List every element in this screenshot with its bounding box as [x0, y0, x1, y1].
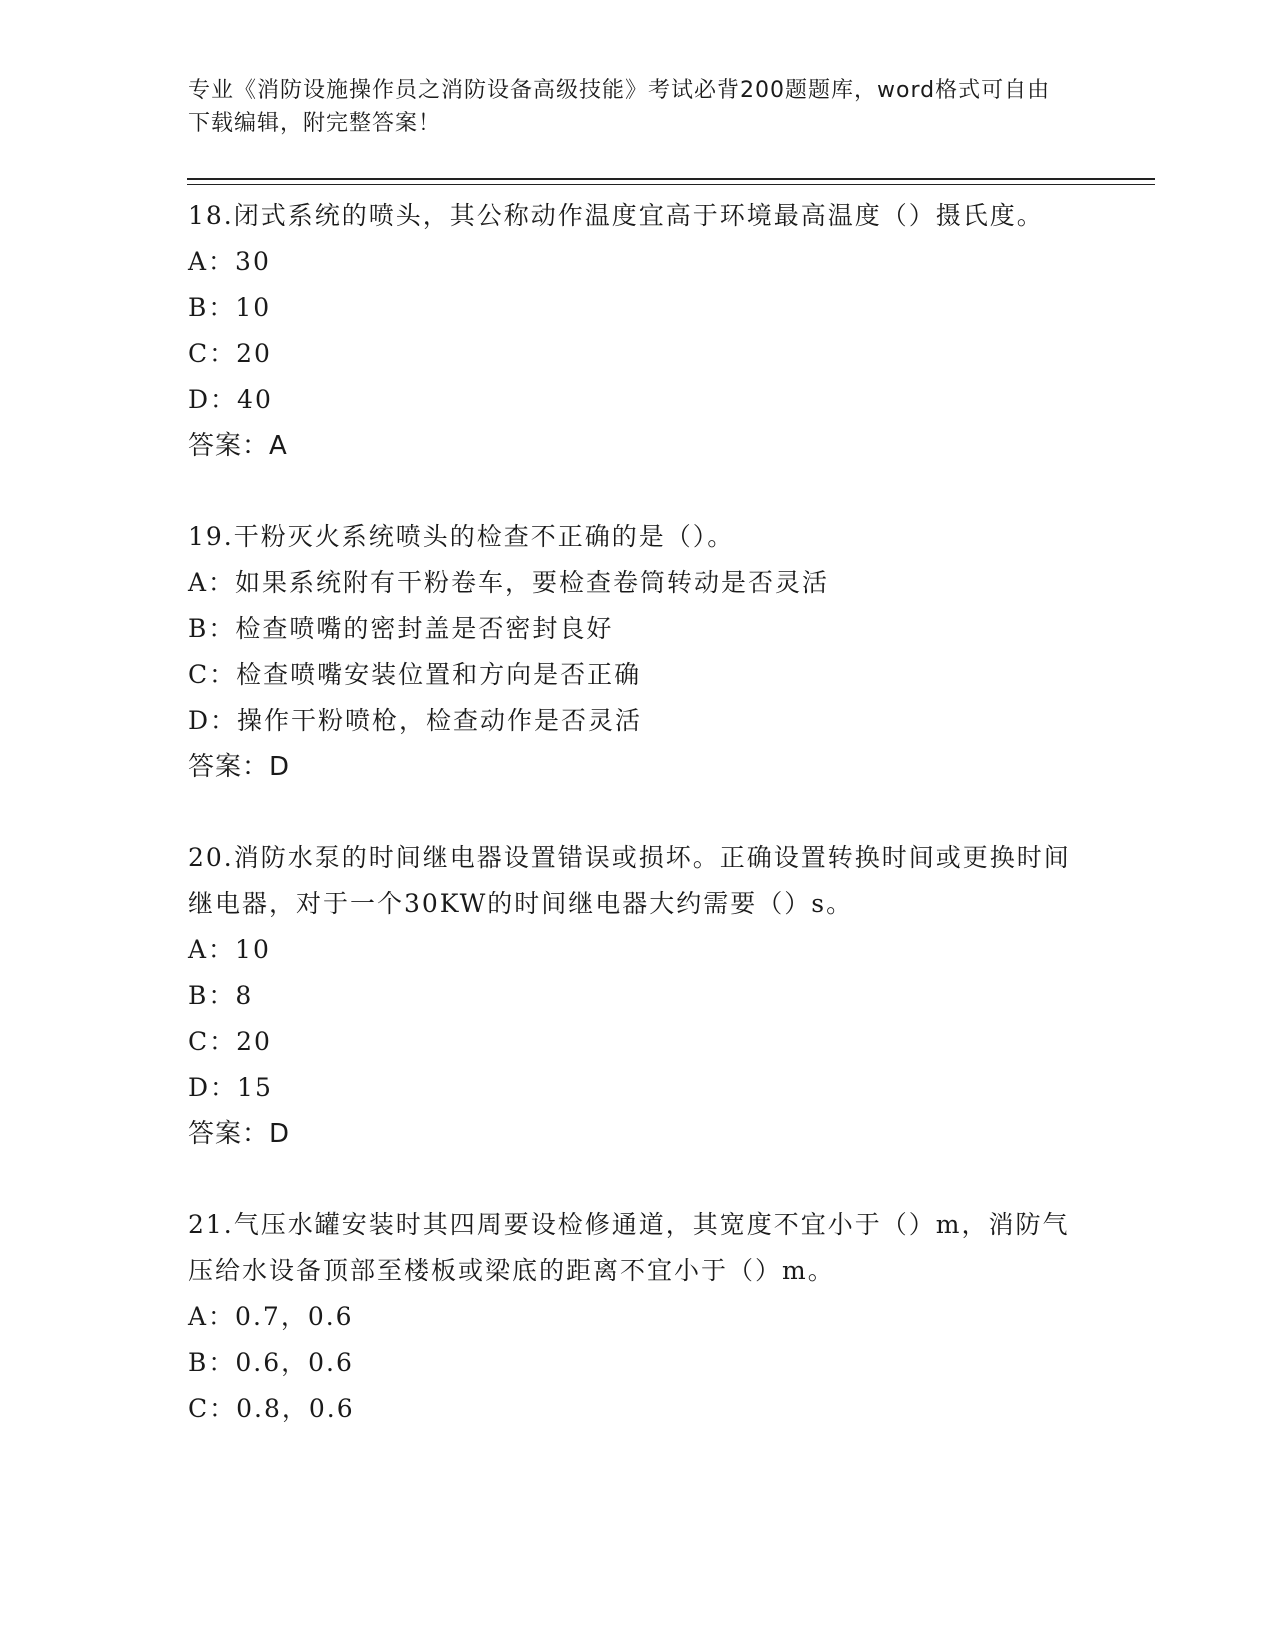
- option-a: A：30: [188, 247, 271, 276]
- question-18: [188, 193, 1088, 469]
- question-stem: 21.气压水罐安装时其四周要设检修通道，其宽度不宜小于（）m，消防气压给水设备顶部至楼板或梁底的距离不宜小于（）m。: [188, 1210, 1070, 1285]
- answer-line: 答案：A: [188, 431, 288, 461]
- question-list: [188, 193, 1088, 1477]
- option-b: B：10: [188, 293, 272, 322]
- option-c: C：20: [188, 339, 272, 368]
- question-stem: 20.消防水泵的时间继电器设置错误或损坏。正确设置转换时间或更换时间继电器，对于一个30KW的时间继电器大约需要（）s。: [188, 843, 1071, 918]
- answer-line: 答案：D: [188, 1119, 291, 1149]
- question-20: [188, 835, 1088, 1157]
- question-19: [188, 514, 1088, 790]
- option-a: A：10: [188, 935, 271, 964]
- document-header: 专业《消防设施操作员之消防设备高级技能》考试必背200题题库，word格式可自由下载编辑，附完整答案！: [188, 78, 1051, 136]
- header-divider-thick: [187, 178, 1155, 180]
- option-b: B：8: [188, 981, 254, 1010]
- question-21: [188, 1202, 1088, 1432]
- option-a: A：如果系统附有干粉卷车，要检查卷筒转动是否灵活: [188, 568, 830, 597]
- option-c: C：检查喷嘴安装位置和方向是否正确: [188, 660, 642, 689]
- option-d: D：操作干粉喷枪，检查动作是否灵活: [188, 706, 643, 735]
- header-divider-thin: [187, 184, 1155, 185]
- option-b: B：0.6，0.6: [188, 1348, 354, 1377]
- option-c: C：0.8，0.6: [188, 1394, 355, 1423]
- option-c: C：20: [188, 1027, 272, 1056]
- question-stem: 19.干粉灭火系统喷头的检查不正确的是（）。: [188, 522, 735, 551]
- option-d: D：15: [188, 1073, 273, 1102]
- question-stem: 18.闭式系统的喷头，其公称动作温度宜高于环境最高温度（）摄氏度。: [188, 201, 1044, 230]
- option-d: D：40: [188, 385, 273, 414]
- answer-line: 答案：D: [188, 752, 291, 782]
- option-b: B：检查喷嘴的密封盖是否密封良好: [188, 614, 614, 643]
- option-a: A：0.7，0.6: [188, 1302, 354, 1331]
